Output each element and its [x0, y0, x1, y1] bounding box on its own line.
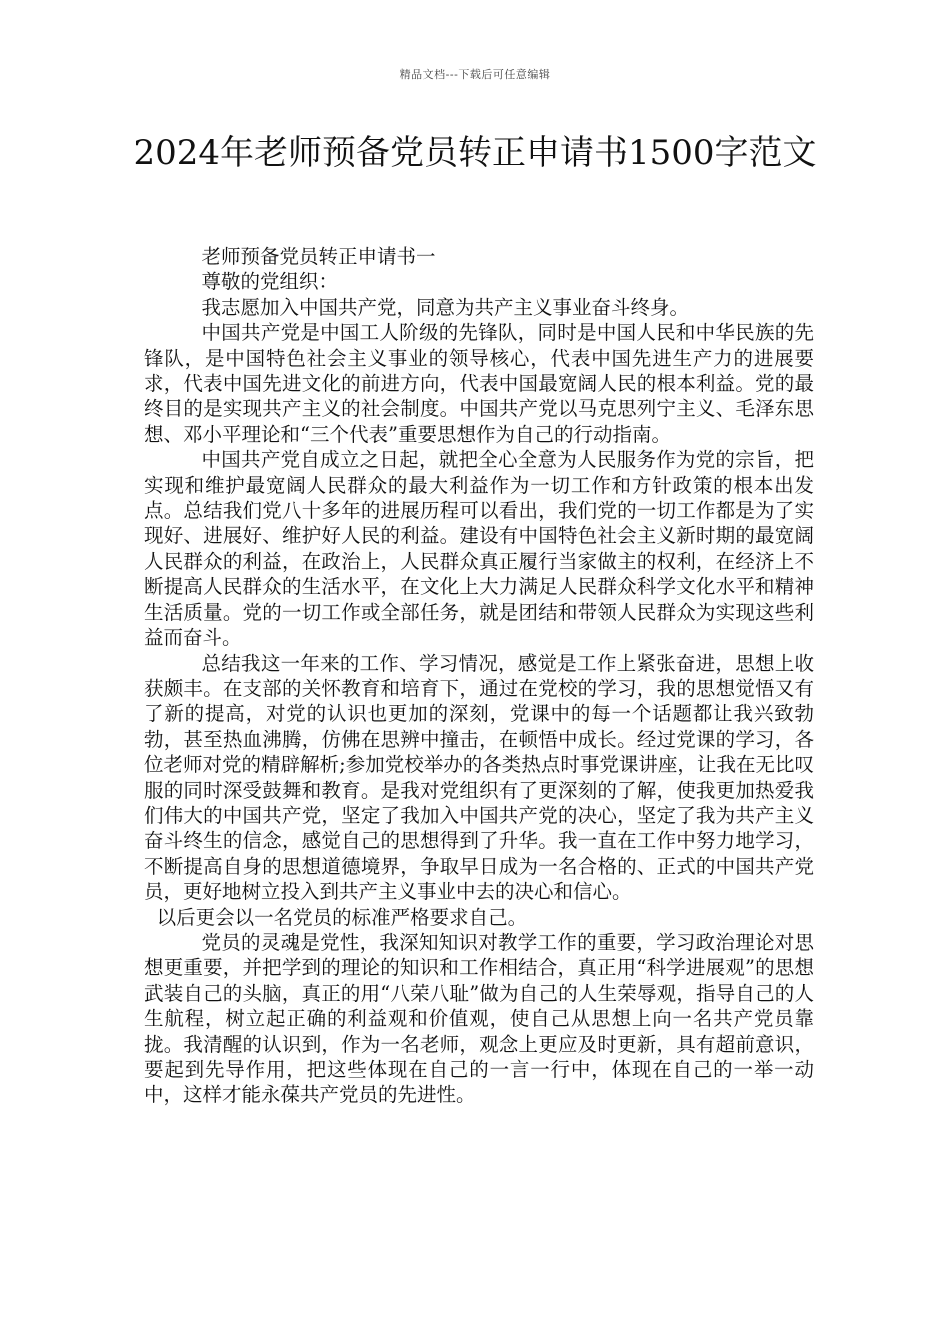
document-title: 2024年老师预备党员转正申请书1500字范文 — [133, 133, 817, 173]
paragraph: 以后更会以一名党员的标准严格要求自己。 — [156, 905, 528, 929]
paragraph: 我志愿加入中国共产党，同意为共产主义事业奋斗终身。 — [201, 295, 690, 319]
document-body — [144, 244, 814, 1108]
paragraph: 中国共产党是中国工人阶级的先锋队，同时是中国人民和中华民族的先锋队，是中国特色社会主义事业的领导核心，代表中国先进生产力的进展要求，代表中国先进文化的前进方向，代表中国最宽阔人民的根本利益。党的最终目的是实现共产主义的社会制度。中国共产党以马克思列宁主义、毛泽东思想、邓小平理论和“三个代表”重要思想作为自己的行动指南。 — [144, 321, 814, 446]
page-header-watermark: 精品文档---下载后可任意编辑 — [399, 68, 551, 81]
salutation: 尊敬的党组织： — [201, 270, 339, 294]
paragraph: 党员的灵魂是党性，我深知知识对教学工作的重要，学习政治理论对思想更重要，并把学到的理论的知识和工作相结合，真正用“科学进展观”的思想武装自己的头脑，真正的用“八荣八耻”做为自己的人生荣辱观，指导自己的人生航程，树立起正确的利益观和价值观，使自己从思想上向一名共产党员靠拢。我清醒的认识到，作为一名老师，观念上更应及时更新，具有超前意识，要起到先导作用，把这些体现在自己的一言一行中，体现在自己的一举一动中，这样才能永葆共产党员的先进性。 — [144, 930, 814, 1107]
paragraph: 总结我这一年来的工作、学习情况，感觉是工作上紧张奋进，思想上收获颇丰。在支部的关怀教育和培育下，通过在党校的学习，我的思想觉悟又有了新的提高，对党的认识也更加的深刻，党课中的每一个话题都让我兴致勃勃，甚至热血沸腾，仿佛在思辨中撞击，在顿悟中成长。经过党课的学习，各位老师对党的精辟解析;参加党校举办的各类热点时事党课讲座，让我在无比叹服的同时深受鼓舞和教育。是我对党组织有了更深刻的了解，使我更加热爱我们伟大的中国共产党，坚定了我加入中国共产党的决心，坚定了我为共产主义奋斗终生的信念，感觉自己的思想得到了升华。我一直在工作中努力地学习，不断提高自身的思想道德境界，争取早日成为一名合格的、正式的中国共产党员，更好地树立投入到共产主义事业中去的决心和信心。 — [144, 651, 814, 904]
paragraph: 中国共产党自成立之日起，就把全心全意为人民服务作为党的宗旨，把实现和维护最宽阔人民群众的最大利益作为一切工作和方针政策的根本出发点。总结我们党八十多年的进展历程可以看出，我们党的一切工作都是为了实现好、进展好、维护好人民的利益。建设有中国特色社会主义新时期的最宽阔人民群众的利益，在政治上，人民群众真正履行当家做主的权利，在经济上不断提高人民群众的生活水平，在文化上大力满足人民群众科学文化水平和精神生活质量。党的一切工作或全部任务，就是团结和带领人民群众为实现这些利益而奋斗。 — [144, 448, 814, 650]
section-heading: 老师预备党员转正申请书一 — [201, 245, 436, 268]
